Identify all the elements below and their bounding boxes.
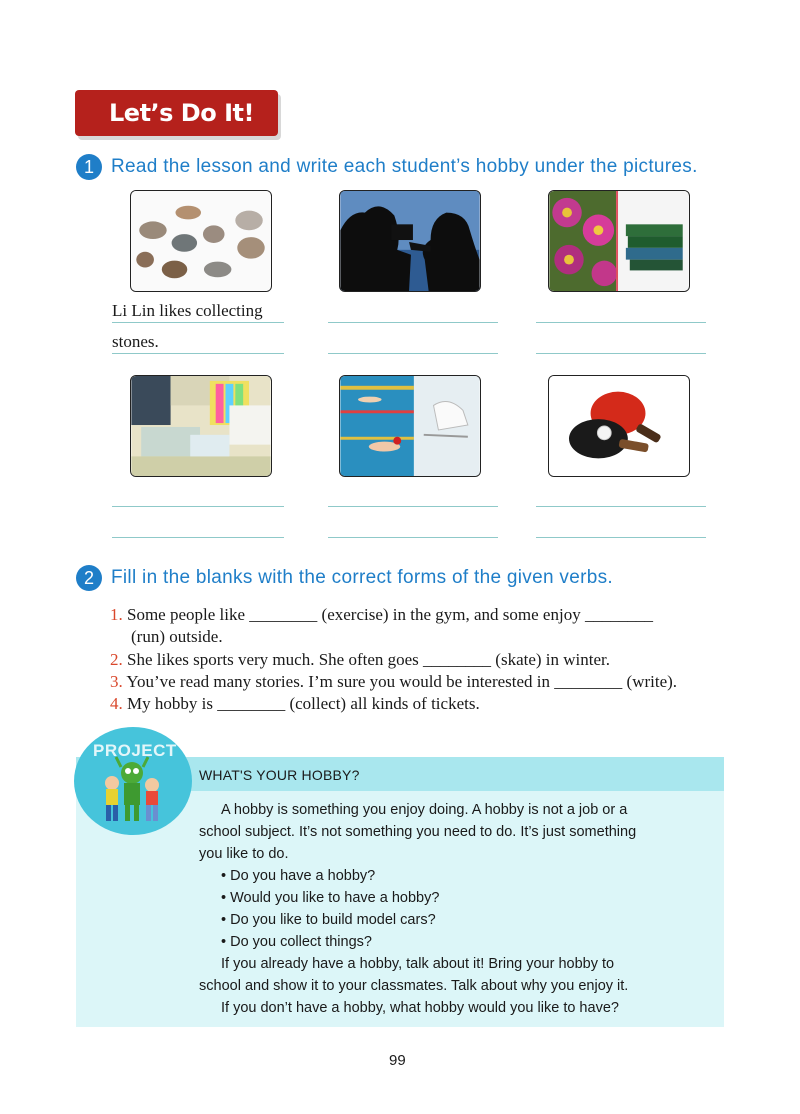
exercise-item-4: 4. My hobby is ________ (collect) all kinds of tickets. (110, 694, 480, 713)
answer-line[interactable] (536, 537, 706, 538)
answer-line[interactable] (536, 506, 706, 507)
exercise-item-1: 1. Some people like ________ (exercise) in the gym, and some enjoy ________ (110, 605, 653, 624)
answer-line[interactable] (112, 322, 284, 323)
photography-icon (339, 190, 481, 292)
tickets-collage-icon (130, 375, 272, 477)
project-bullet: • Do you have a hobby? (221, 865, 375, 887)
project-paragraph-2-line-1: If you already have a hobby, talk about it! Bring your hobby to (221, 956, 615, 972)
answer-line[interactable] (328, 322, 498, 323)
answer-line[interactable] (328, 506, 498, 507)
example-answer-line2: stones. (112, 332, 159, 351)
project-bullet: • Do you like to build model cars? (221, 909, 436, 931)
task2-number: 2 (76, 565, 102, 591)
answer-line[interactable] (112, 506, 284, 507)
answer-line[interactable] (112, 353, 284, 354)
section-banner (75, 90, 278, 136)
project-badge-label: PROJECT (93, 741, 177, 760)
answer-line[interactable] (536, 353, 706, 354)
project-paragraph-1-line-2: school subject. It’s not something you need to do. It’s just something (199, 824, 637, 840)
task1-heading (76, 154, 698, 180)
answer-line[interactable] (328, 537, 498, 538)
stones-icon (130, 190, 272, 292)
exercise-item-3: 3. You’ve read many stories. I’m sure you would be interested in ________ (write). (110, 672, 678, 691)
project-paragraph-1-line-3: you like to do. (199, 846, 289, 862)
exercise-item-1-cont: (run) outside. (131, 627, 223, 646)
project-paragraph-2-line-2: school and show it to your classmates. Talk about why you enjoy it. (199, 978, 629, 994)
banner-title: Let’s Do It! (109, 99, 254, 127)
flowers-books-icon (548, 190, 690, 292)
project-title: WHAT'S YOUR HOBBY? (199, 767, 360, 783)
page-number: 99 (389, 1052, 406, 1069)
exercise-item-2: 2. She likes sports very much. She often goes ________ (skate) in winter. (110, 650, 611, 669)
project-bullet: • Do you collect things? (221, 931, 372, 953)
task1-number: 1 (76, 154, 102, 180)
answer-line[interactable] (112, 537, 284, 538)
swimming-skating-icon (339, 375, 481, 477)
table-tennis-icon (548, 375, 690, 477)
task2-heading (76, 565, 613, 591)
project-bullet: • Would you like to have a hobby? (221, 887, 439, 909)
answer-line[interactable] (328, 353, 498, 354)
project-paragraph-3: If you don’t have a hobby, what hobby would you like to have? (221, 1000, 619, 1016)
task1-instruction: Read the lesson and write each student’s hobby under the pictures. (111, 156, 698, 177)
answer-line[interactable] (536, 322, 706, 323)
task2-instruction: Fill in the blanks with the correct forms of the given verbs. (111, 567, 613, 588)
example-answer-line1: Li Lin likes collecting (112, 301, 263, 320)
project-paragraph-1-line-1: A hobby is something you enjoy doing. A hobby is not a job or a (221, 802, 628, 818)
